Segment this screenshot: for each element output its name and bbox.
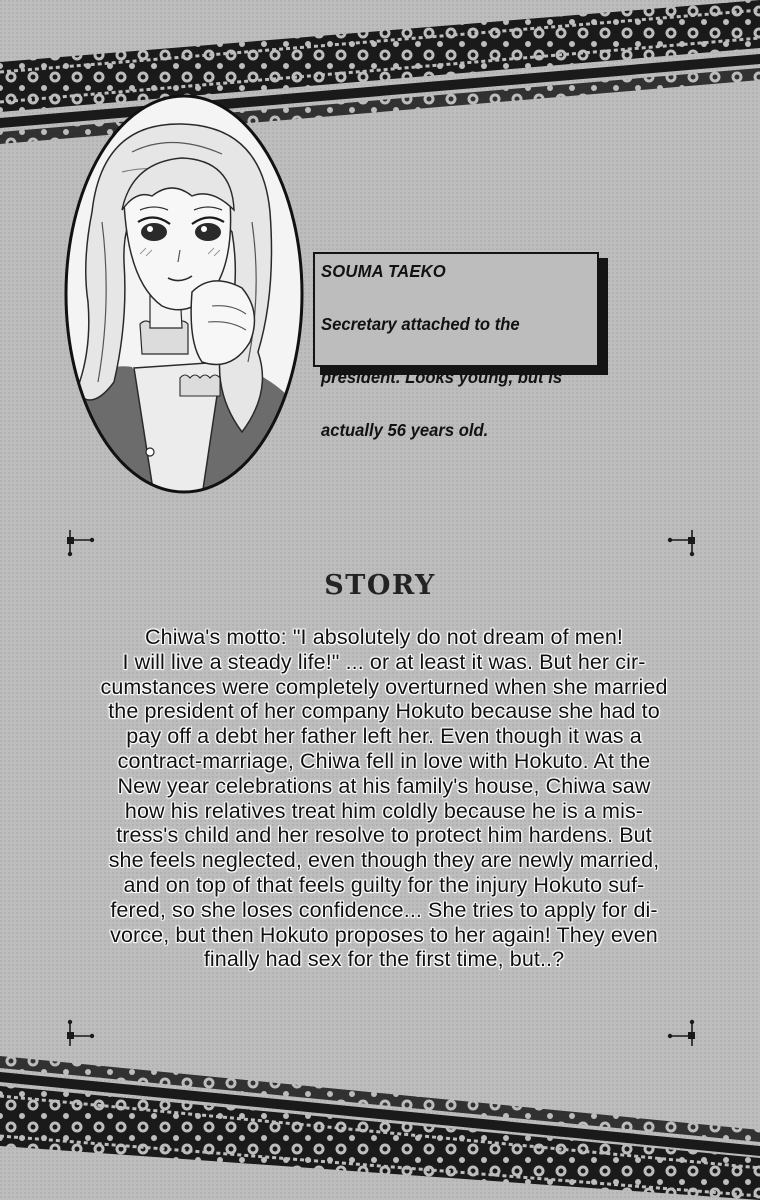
corner-ornament-top-right [666, 526, 698, 558]
story-line: Chiwa's motto: "I absolutely do not dream of men! [145, 625, 623, 649]
story-line: finally had sex for the first time, but..? [203, 947, 565, 972]
character-description-line: president. Looks young, but is [321, 366, 563, 387]
story-line: I will live a steady life!" ... or at least it was. But her cir- [122, 649, 646, 674]
story-title: STORY [324, 570, 436, 601]
story-line: tress's child and her resolve to protect him hardens. But [116, 823, 652, 848]
character-description-line: Secretary attached to the [321, 313, 520, 334]
corner-ornament-bottom-left [64, 1018, 96, 1050]
corner-ornament-top-left [64, 526, 96, 558]
bottom-lace-border [0, 1050, 760, 1200]
corner-ornament-bottom-right [666, 1018, 698, 1050]
story-text [70, 625, 698, 972]
story-line: pay off a debt her father left her. Even though it was a [126, 724, 642, 749]
story-line: New year celebrations at his family's house, Chiwa saw [117, 773, 651, 798]
character-description [321, 284, 606, 470]
story-line: how his relatives treat him coldly because he is a mis- [124, 798, 644, 823]
story-line: contract-marriage, Chiwa fell in love with Hokuto. At the [117, 748, 651, 773]
character-caption-box [313, 252, 609, 440]
story-line: she feels neglected, even though they are newly married, [108, 848, 660, 873]
story-line: and on top of that feels guilty for the injury Hokuto suf- [123, 872, 645, 897]
story-line: the president of her company Hokuto because she had to [108, 699, 660, 724]
story-line: vorce, but then Hokuto proposes to her again! They even [110, 922, 658, 947]
character-portrait [62, 92, 306, 496]
caption-panel [313, 252, 599, 440]
character-description-line: actually 56 years old. [321, 419, 489, 440]
character-name: SOUMA TAEKO [321, 261, 446, 281]
story-line: cumstances were completely overturned when she married [100, 674, 668, 699]
story-line: fered, so she loses confidence... She tries to apply for di- [110, 897, 658, 922]
